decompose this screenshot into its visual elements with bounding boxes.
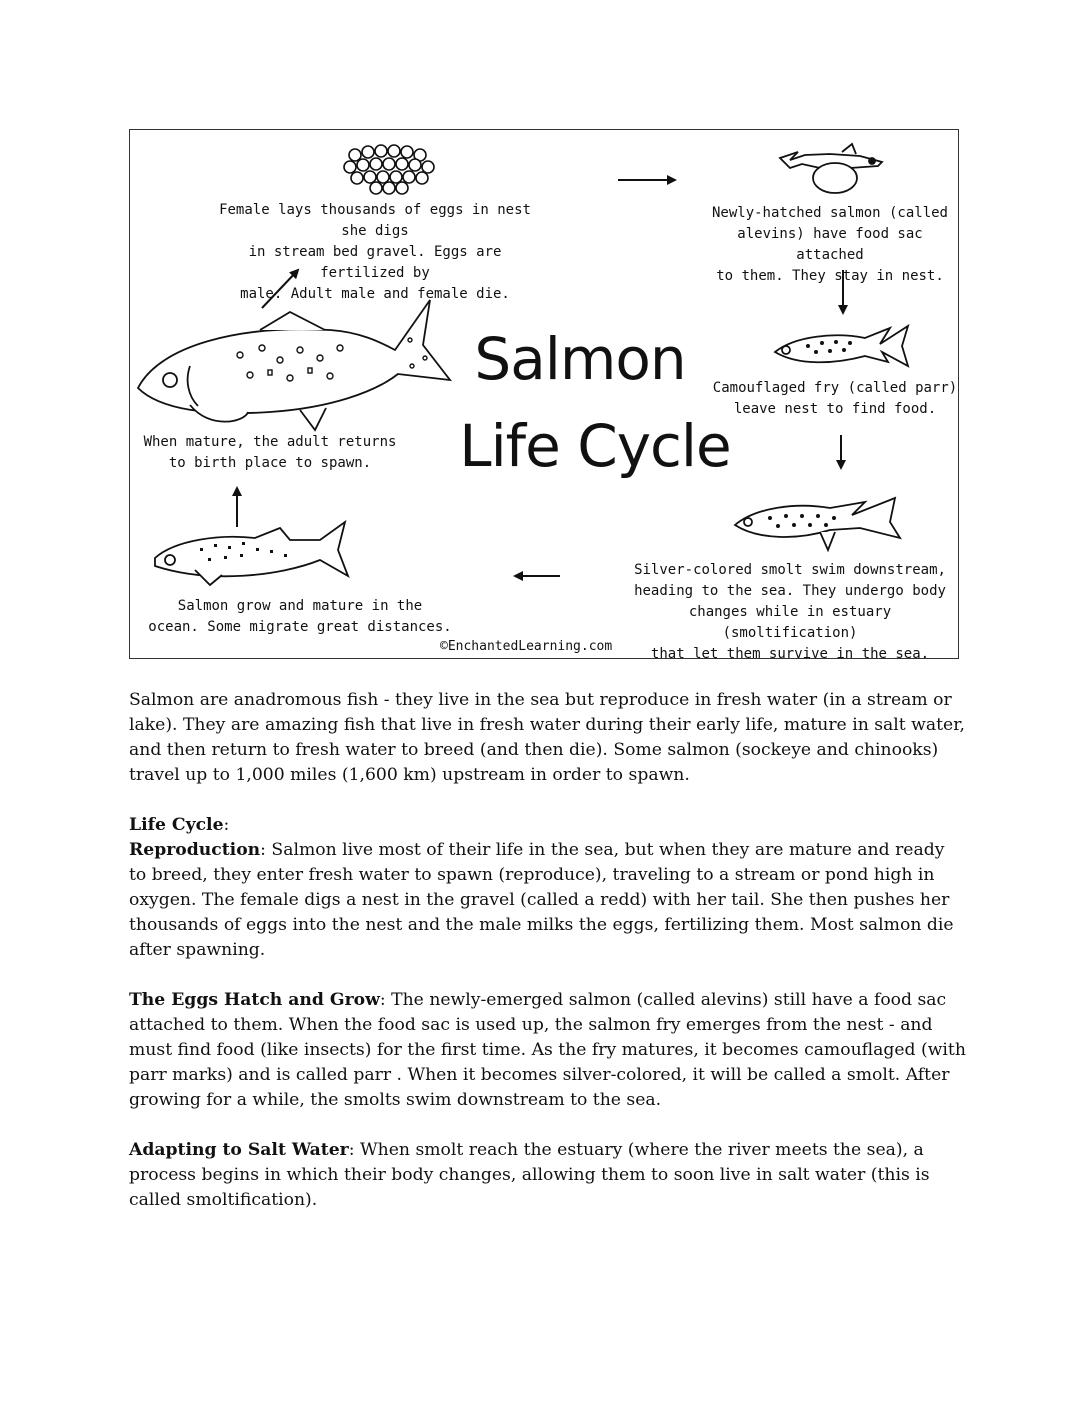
eggs-paragraph — [129, 988, 967, 1113]
figure-title-line2: Life Cycle — [459, 412, 731, 480]
article-body — [129, 688, 967, 1238]
alevins-caption: Newly-hatched salmon (called alevins) have food sac attached to them. They stay in nest. — [711, 205, 948, 284]
ocean-caption: Salmon grow and mature in the ocean. Some migrate great distances. — [148, 598, 452, 635]
return-caption: When mature, the adult returns to birth place to spawn. — [143, 434, 397, 471]
reproduction-text: : Salmon live most of their life in the sea, but when they are mature and ready to breed, they enter fresh water to spawn (reproduce), traveling to a stream or pond high in oxygen. The female digs a nest in the gravel (called a redd) with her tail. She then pushes her thousands of eggs into the nest and the male milks the eggs, fertilizing them. Most salmon die after spawning. — [129, 840, 954, 960]
salmon-life-cycle-figure — [129, 129, 959, 662]
adult-salmon-illustration — [138, 300, 450, 430]
intro-paragraph: Salmon are anadromous fish - they live in the sea but reproduce in fresh water (in a stream or lake). They are amazing fish that live in fresh water during their early life, mature in salt water, and then return to fresh water to breed (and then die). Some salmon (sockeye and chinooks) travel up to 1,000 miles (1,600 km) upstream in order to spawn. — [129, 690, 965, 785]
reproduction-heading: Reproduction — [129, 840, 261, 860]
eggs-caption: Female lays thousands of eggs in nest she digs in stream bed gravel. Eggs are fertilized by male. Adult male and female die. — [219, 202, 531, 302]
eggs-illustration — [344, 145, 434, 194]
life-cycle-heading-text: Life Cycle — [129, 815, 224, 835]
alevin-illustration — [780, 144, 882, 193]
salt-water-heading: Adapting to Salt Water — [129, 1140, 349, 1160]
reproduction-paragraph — [129, 838, 967, 963]
fry-caption: Camouflaged fry (called parr) leave nest to find food. — [712, 380, 958, 417]
ocean-salmon-illustration — [155, 522, 348, 585]
life-cycle-colon: : — [223, 815, 230, 835]
smolt-caption: Silver-colored smolt swim downstream, heading to the sea. They undergo body changes while in estuary (smoltification) that let them survive in the sea. — [634, 562, 946, 662]
life-cycle-heading — [129, 813, 967, 838]
credit-text: ©EnchantedLearning.com — [440, 639, 613, 654]
smolt-illustration — [735, 498, 900, 550]
salt-water-text: : When smolt reach the estuary (where the river meets the sea), a process begins in which their body changes, allowing them to soon live in salt water (this is called smoltification). — [129, 1140, 930, 1210]
eggs-heading: The Eggs Hatch and Grow — [129, 990, 380, 1010]
figure-title-line1: Salmon — [474, 325, 686, 393]
salt-water-paragraph — [129, 1138, 967, 1213]
eggs-text: : The newly-emerged salmon (called alevins) still have a food sac attached to them. When the food sac is used up, the salmon fry emerges from the nest - and must find food (like insects) for the first time. As the fry matures, it becomes camouflaged (with parr marks) and is called parr . When it becomes silver-colored, it will be called a smolt. After growing for a while, the smolts swim downstream to the sea. — [129, 990, 966, 1110]
fry-illustration — [775, 326, 908, 366]
